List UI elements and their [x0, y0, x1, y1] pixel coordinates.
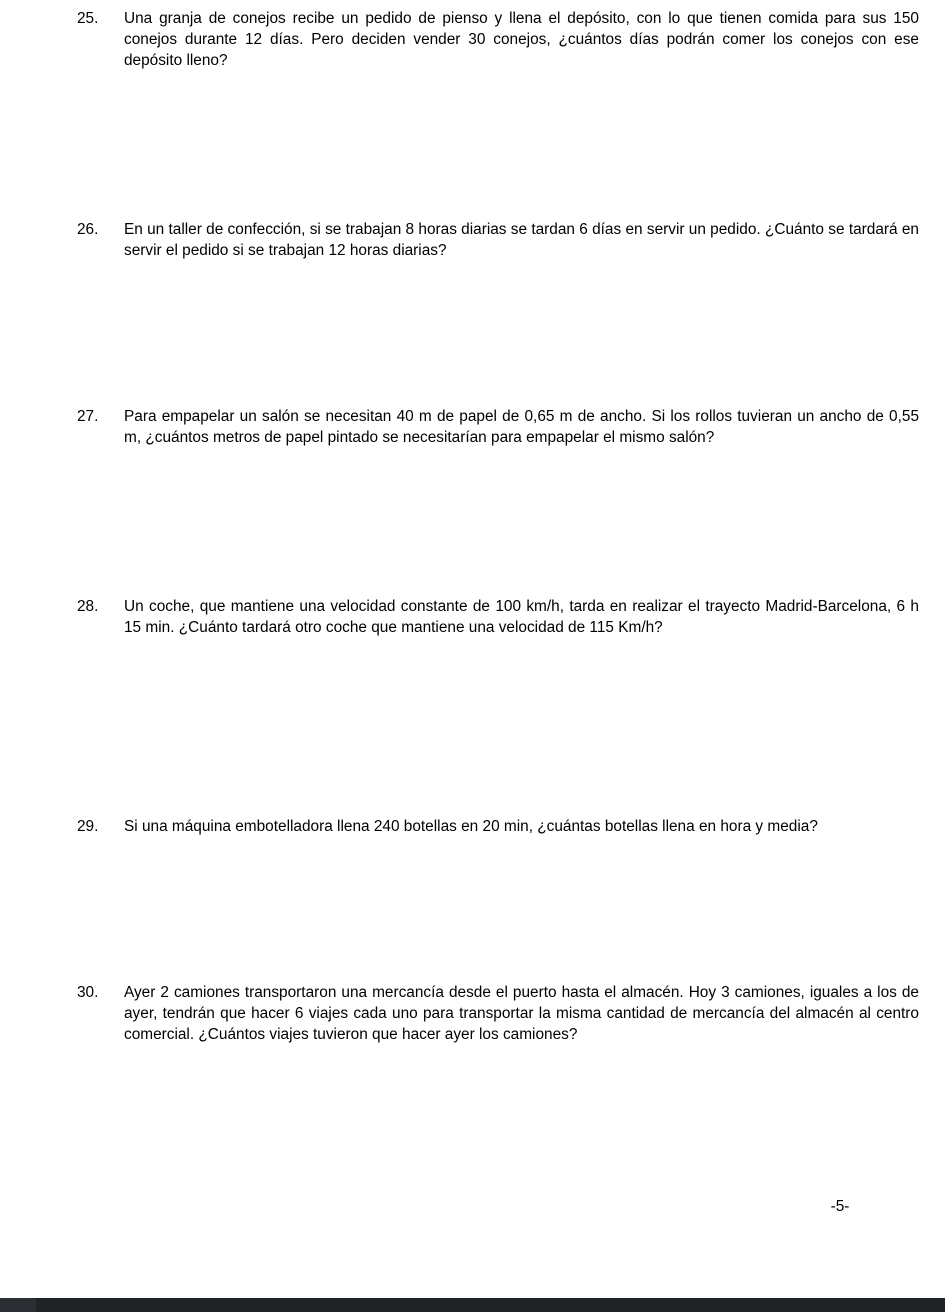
problem-number: 29. [77, 818, 99, 835]
problem-29 [77, 816, 919, 837]
problem-text: Un coche, que mantiene una velocidad constante de 100 km/h, tarda en realizar el trayecto Madrid-Barcelona, 6 h 15 min. ¿Cuánto tardará otro coche que mantiene una velocidad de 115 Km/h? [124, 598, 919, 636]
problem-text: Para empapelar un salón se necesitan 40 m de papel de 0,65 m de ancho. Si los rollos tuvieran un ancho de 0,55 m, ¿cuántos metros de papel pintado se necesitarían para empapelar el mismo salón? [124, 408, 919, 446]
problem-number: 27. [77, 408, 99, 425]
problem-number: 28. [77, 598, 99, 615]
problem-27 [77, 406, 919, 448]
problem-30 [77, 982, 919, 1045]
viewer-bottom-tab [0, 1298, 36, 1312]
problem-number: 30. [77, 984, 99, 1001]
viewer-bottom-bar [0, 1298, 945, 1312]
problem-number: 26. [77, 221, 99, 238]
problem-text: Ayer 2 camiones transportaron una mercancía desde el puerto hasta el almacén. Hoy 3 camiones, iguales a los de ayer, tendrán que hacer 6 viajes cada uno para transportar la misma cantidad de mercancía del almacén al centro comercial. ¿Cuántos viajes tuvieron que hacer ayer los camiones? [124, 984, 919, 1043]
problem-26 [77, 219, 919, 261]
problem-text: Si una máquina embotelladora llena 240 botellas en 20 min, ¿cuántas botellas llena en hora y media? [124, 818, 818, 835]
problem-text: En un taller de confección, si se trabajan 8 horas diarias se tardan 6 días en servir un pedido. ¿Cuánto se tardará en servir el pedido si se trabajan 12 horas diarias? [124, 221, 919, 259]
problem-25 [77, 8, 919, 71]
page-number: -5- [830, 1198, 850, 1215]
problem-text: Una granja de conejos recibe un pedido de pienso y llena el depósito, con lo que tienen comida para sus 150 conejos durante 12 días. Pero deciden vender 30 conejos, ¿cuántos días podrán comer los conejos con ese depósito lleno? [124, 10, 919, 69]
problem-28 [77, 596, 919, 638]
problem-number: 25. [77, 10, 99, 27]
